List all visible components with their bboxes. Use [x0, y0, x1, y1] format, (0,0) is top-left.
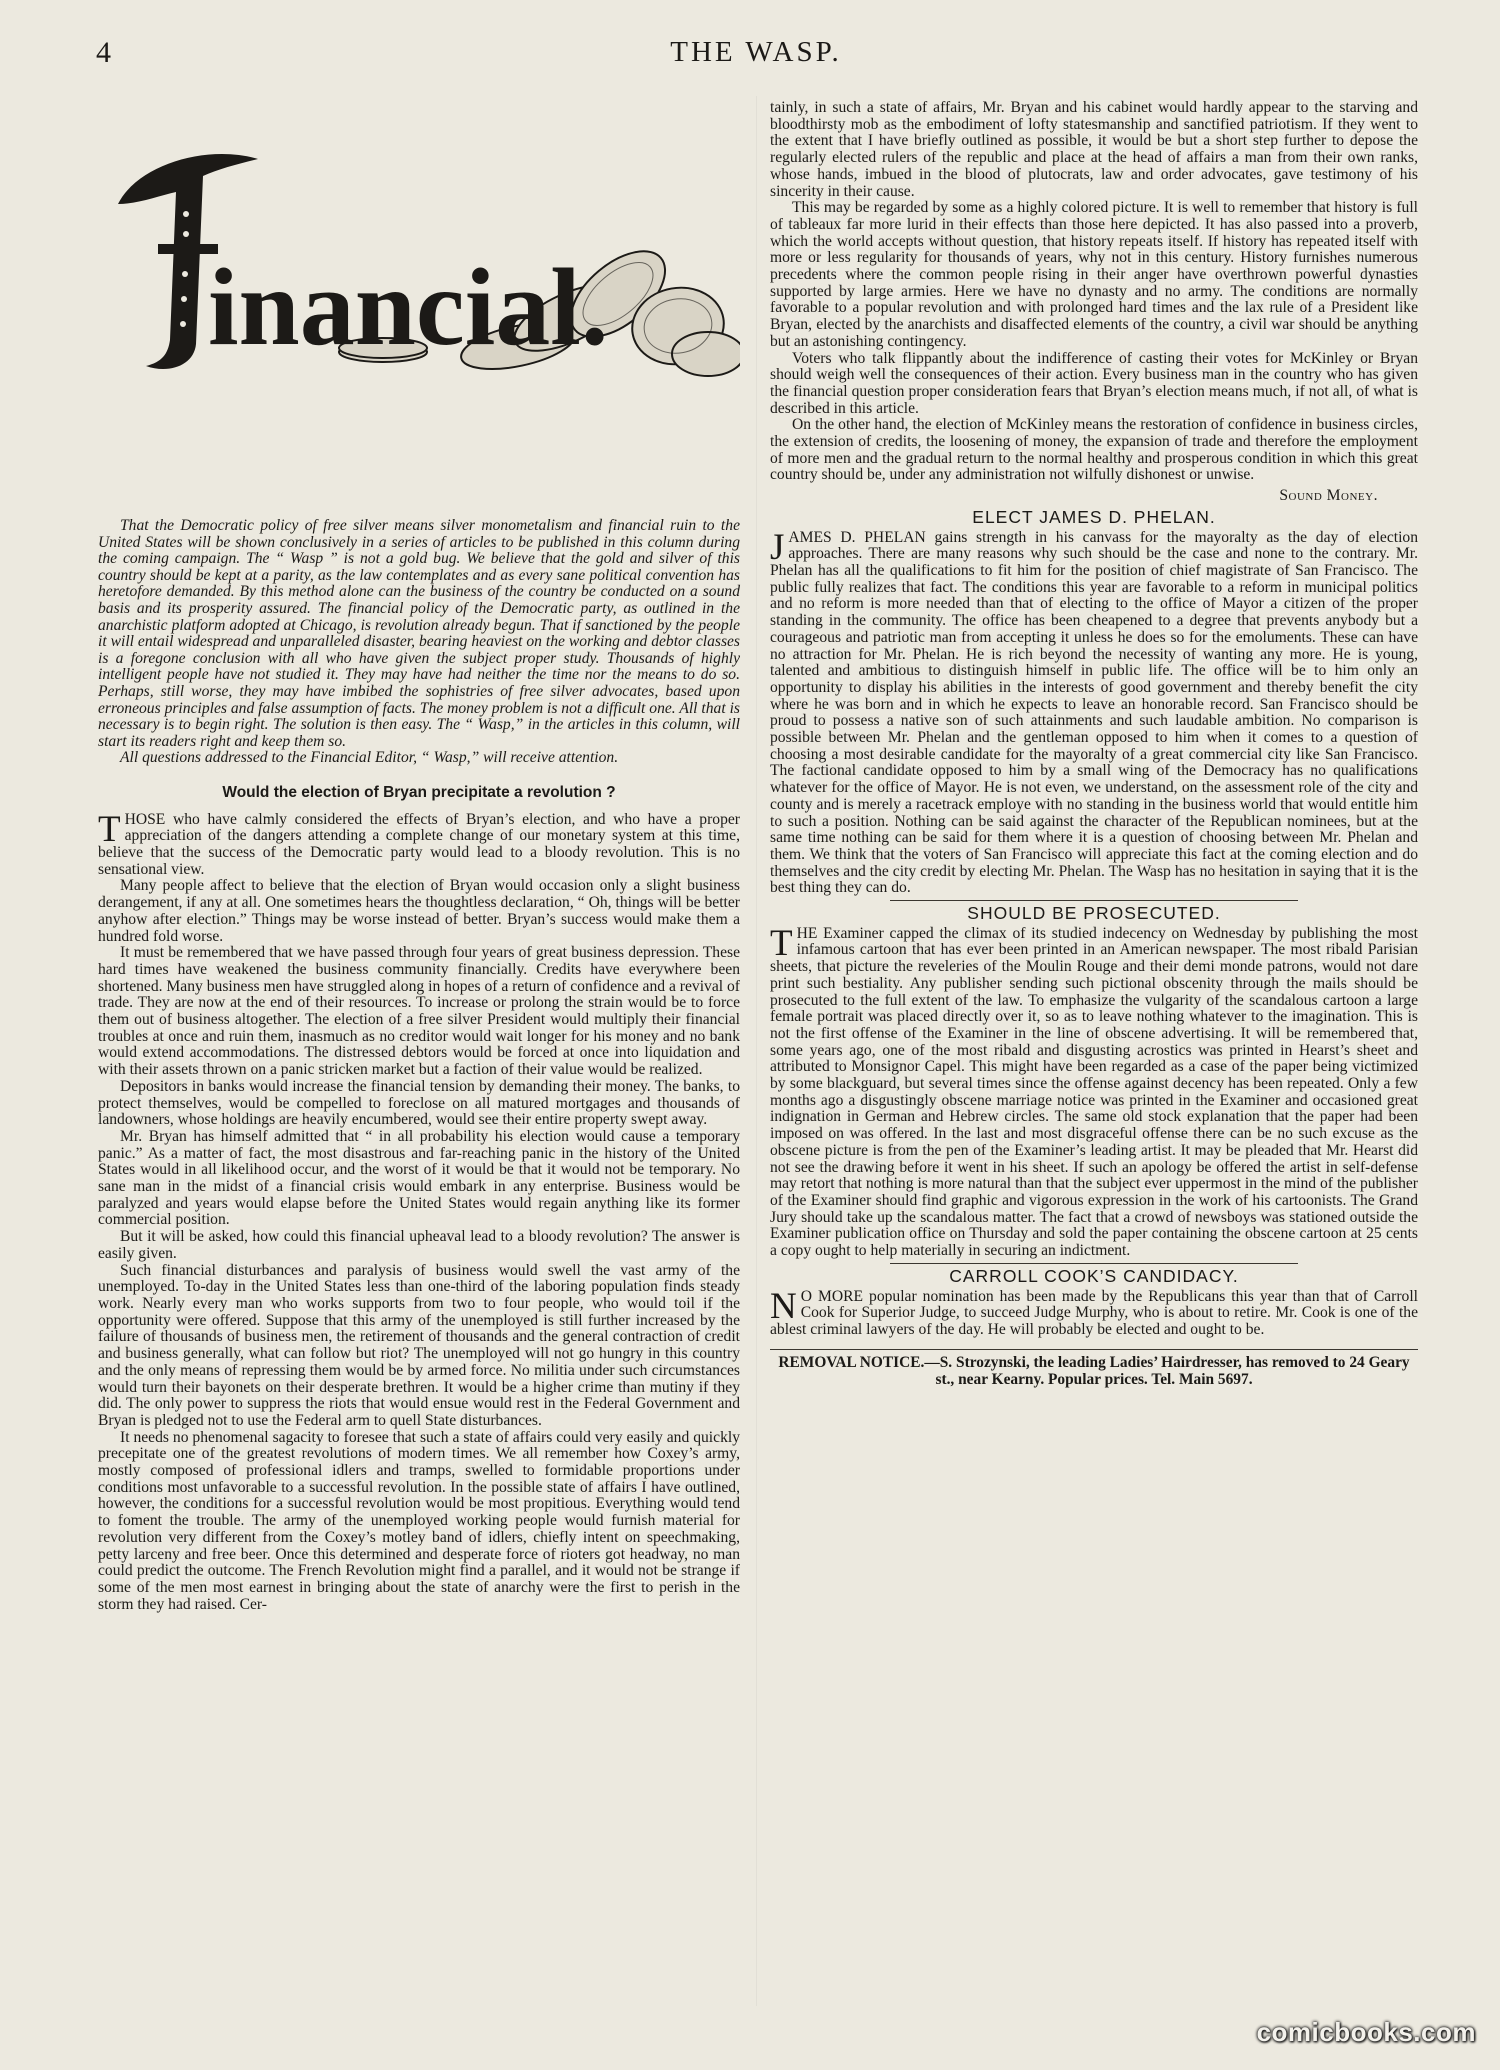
article-paragraph: Depositors in banks would increase the financial tension by demanding their money. The banks, to protect themselves, would be compelled to foreclose on all matured mortgages and thousands of landowners, whose holdings are heavily encumbered, would see their entire property swept away. [98, 1077, 740, 1129]
intro-paragraph: All questions addressed to the Financial Editor, “ Wasp,” will receive attention. [120, 749, 619, 767]
question-heading: Would the election of Bryan precipitate a revolution ? [222, 783, 616, 801]
article-paragraph: It must be remembered that we have passed through four years of great business depression. These hard times have weakened the business community financially. Credits have everywhere been shortened. Many business men have struggled along in hopes of a return of confidence and a revival of trade. They are now at the end of their resources. To increase or prolong the strain would be to force them out of business altogether. The election of a free silver President would multiply their financial troubles at once and ruin them, inasmuch as no creditor would wait longer for his money and no bank would extend accommodations. The distressed debtors would be forced at once into liquidation and with their assets thrown on a panic stricken market but a faction of their value would be realized. [98, 944, 740, 1079]
article-paragraph: But it will be asked, how could this financial upheaval lead to a bloody revolution? The answer is easily given. [98, 1228, 740, 1262]
financial-coins-icon [98, 104, 740, 404]
financial-art-text: inancial. [208, 246, 609, 368]
column-gutter [756, 96, 757, 2006]
article-paragraph: tainly, in such a state of affairs, Mr. Bryan and his cabinet would hardly appear to the starving and bloodthirsty mob as the embodiment of lofty statesmanship and sanctified patriotism. If they went to the extent that I have briefly outlined as possible, it would be but a short step further to depose the regularly elected rulers of the republic and place at the head of affairs a man from their own ranks, whose hands, imbued in the blood of plutocrats, law and order advocates, gave testimony of his sincerity in their cause. [770, 99, 1418, 200]
article-paragraph: Voters who talk flippantly about the indifference of casting their votes for McKinley or Bryan should weigh well the consequences of their action. Every business man in the country who has given the financial question proper consideration fears that Bryan’s election means much, if not all, of what is described in this article. [770, 349, 1418, 417]
drop-cap: T [98, 808, 121, 850]
financial-intro [98, 518, 740, 767]
right-column [770, 100, 1418, 1389]
intro-paragraph: That the Democratic policy of free silver means silver monometalism and financial ruin to the United States will be shown conclusively in a series of articles to be published in this column during the coming campaign. The “ Wasp ” is not a gold bug. We believe that the gold and silver of this country should be kept at a parity, as the law contemplates and as every sane political convention has heretofore demanded. By this method alone can the business of the country be conducted on a sound basis and its prosperity assured. The financial policy of the Democratic party, as outlined in the anarchistic platform adopted at Chicago, is revolution already begun. That if sanctioned by the people it will entail widespread and unparalleled disaster, bearing heaviest on the working and debtor classes is a foregone conclusion with all who have given the subject proper study. Thousands of highly intelligent people have not studied it. They may have had neither the time nor the means to do so. Perhaps, still worse, they may have imbibed the sophistries of free silver advocates, based upon erroneous principles and false assumption of facts. The money problem is not a difficult one. All that is necessary is to begin right. The solution is then easy. The “ Wasp,” in the articles in this column, will start its readers right and keep them so. [98, 517, 740, 750]
article-paragraph: It needs no phenomenal sagacity to foresee that such a state of affairs could very easily and quickly precepitate one of the greatest revolutions of modern times. We all remember how Coxey’s army, mostly composed of professional idlers and tramps, swelled to formidable proportions under conditions most unfavorable to a successful revolution. In the possible state of affairs I have outlined, however, the conditions for a successful revolution would be most propitious. Everything would tend to foment the trouble. The army of the unemployed working people would furnish material for revolution very different from the Coxey’s motley band of idlers, chiefly intent on speechmaking, petty larceny and free beer. Once this determined and desperate force of rioters got headway, no man could predict the outcome. The French Revolution might find a parallel, and it would not be strange if some of the men most earnest in bringing about the state of anarchy were the first to perish in the storm they had raised. Cer- [98, 1428, 740, 1613]
drop-cap: N [770, 1285, 797, 1327]
first-paragraph-text: HOSE who have calmly considered the effects of Bryan’s election, and who have a proper appreciation of the dangers attending a complete change of our monetary system at this time, believe that the success of the Democratic party would lead to a bloody revolution. This is no sensational view. [98, 810, 740, 878]
article-paragraph: This may be regarded by some as a highly colored picture. It is well to remember that history is full of tableaux far more lurid in their effects than those here depicted. It has also passed into a proverb, which the world accepts without question, that history repeats itself. If history has repeated itself with more or less regularity for thousands of years, why not in this century. History furnishes numerous precedents where the common people rising in their anger have overthrown powerful dynasties supported by large armies. Here we have no dynasty and no army. The conditions are normally favorable to a popular revolution and with prolonged hard times and the lax rule of a President like Bryan, elected by the anarchists and disaffected elements of the country, a civil war should be anything but an astonishing contingency. [770, 199, 1418, 350]
cook-paragraph [770, 1285, 1418, 1339]
prosecuted-heading: SHOULD BE PROSECUTED. [967, 903, 1221, 924]
financial-title-art [98, 104, 740, 404]
drop-cap: J [770, 526, 785, 568]
phelan-heading: ELECT JAMES D. PHELAN. [972, 506, 1216, 527]
left-column [98, 104, 740, 1613]
masthead-title: THE WASP. [670, 36, 842, 68]
article-paragraph: Such financial disturbances and paralysis of business would swell the vast army of the unemployed. To-day in the United States less than one-third of the laboring population finds steady work. Nearly every man who works supports from two to four people, who would toil if the opportunity were offered. Suppose that this army of the unemployed is still further increased by the failure of thousands of business men, the retirement of thousands and the general contraction of credit and business generally, what can follow but riot? The unemployed will not go hungry in this country and the only means of repressing them would be by armed force. No militia under such circumstances would turn their bayonets on their desperate brethren. It would be a higher crime than mutiny if they did. The only power to suppress the riots that would ensue would rest in the Federal Government and Bryan is pledged not to use the Federal arm to quell State disturbances. [98, 1261, 740, 1429]
phelan-paragraph [770, 526, 1418, 897]
article-paragraph: On the other hand, the election of McKinley means the restoration of confidence in business circles, the extension of credits, the loosening of money, the expansion of trade and therefore the employment of more men and the gradual return to the normal healthy and prosperous condition in which this great country should be, under any administration not wilfully dishonest or unwise. [770, 416, 1418, 484]
page-number: 4 [96, 36, 111, 69]
prosecuted-paragraph [770, 922, 1418, 1260]
drop-cap: T [770, 922, 793, 964]
section-rule [890, 900, 1298, 901]
page-header [96, 36, 1416, 76]
section-rule [890, 1263, 1298, 1264]
watermark-logo: comicbooks.com [1256, 2017, 1476, 2047]
cook-text: O MORE popular nomination has been made by the Republicans this year than that of Carroll Cook for Superior Judge, to succeed Judge Murphy, who is about to retire. Mr. Cook is one of the ablest criminal lawyers of the day. He will probably be elected and ought to be. [770, 1287, 1418, 1338]
first-paragraph [98, 808, 740, 879]
article-paragraph: Mr. Bryan has himself admitted that “ in all probability his election would cause a temporary panic.” As a matter of fact, the most disastrous and far-reaching panic in the history of the United States would in all likelihood occur, and the worst of it would be that it would not be temporary. No sane man in the midst of a financial crisis would embark in any enterprise. Business would be paralyzed and years would elapse before the United States would regain anything like its former commercial position. [98, 1127, 740, 1229]
cook-heading: CARROLL COOK’S CANDIDACY. [949, 1265, 1239, 1286]
article-signature: Sound Money. [1279, 487, 1378, 505]
phelan-text: AMES D. PHELAN gains strength in his canvass for the mayoralty as the day of election approaches. There are many reasons why such should be the case and none to the contrary. Mr. Phelan has all the qualifications to fit him for the position of chief magistrate of San Francisco. The public fully realizes that fact. The conditions this year are favorable to a reform in municipal politics and no reform is more needed than that of electing to the office of Mayor a citizen of the proper standing in the community. The office has been cheapened to a degree that prevents anybody but a courageous and patriotic man from accepting it unless he does so for the emoluments. These can have no attraction for Mr. Phelan. He is rich beyond the necessity of wanting any more. He is young, talented and ambitious to distinguish himself in public life. The office will be to him only an opportunity to display his abilities in the interests of good government and thereby benefit the city where he was born and in which he expects to leave an honorable record. San Francisco should be proud to possess a native son of such attainments and such laudable ambition. No comparison is possible between Mr. Phelan and the gentleman opposed to him when it comes to a question of choosing a most desirable candidate for the mayoralty of a great commercial city like San Francisco. The factional candidate opposed to him by a small wing of the Democracy has no qualifications whatever for the office of Mayor. He is not even, we understand, on the assessment role of the city and county and is merely a racetrack employe with no standing in the business world that would entitle him to such a position. Nothing can be said against the character of the Republican nominees, but at the same time nothing can be said for them where it is a question of choosing between Mr. Phelan and them. We think that the voters of San Francisco will appreciate this fact at the coming election and do themselves and the city credit by electing Mr. Phelan. The Wasp has no hesitation in saying that it is the best thing they can do. [770, 528, 1418, 897]
article-paragraph: Many people affect to believe that the election of Bryan would occasion only a slight business derangement, if any at all. One sometimes hears the thoughtless declaration, “ Oh, things will be better anyhow after election.” Things may be worse instead of better. Bryan’s success would make them a hundred fold worse. [98, 877, 740, 945]
removal-notice: REMOVAL NOTICE.—S. Strozynski, the leading Ladies’ Hairdresser, has removed to 24 Geary st., near Kearny. Popular prices. Tel. Main 5697. [770, 1349, 1418, 1389]
prosecuted-text: HE Examiner capped the climax of its studied indecency on Wednesday by publishing the most infamous cartoon that has ever been printed in an American newspaper. The most ribald Parisian sheets, that picture the reveleries of the Moulin Rouge and their demi monde patrons, would not dare print such bestiality. Any publisher sending such pictional obscenity through the mails should be prosecuted to the full extent of the law. To emphasize the vulgarity of the scandalous cartoon a large female portrait was placed directly over it, so as to leave nothing whatever to the imagination. This is not the first offense of the Examiner in the line of obscene advertising. It will be remembered that, some years ago, one of the most ribald and disgusting acrostics was printed in Hearst’s sheet and attributed to Monsignor Capel. This might have been regarded as a case of the paper being victimized by some blackguard, but several times since the offense against decency has been repeated. Only a few months ago a disgustingly obscene marriage notice was printed in the Examiner and occasioned great indignation in German and Hebrew circles. The same old stock explanation that the paper had been imposed on was offered. In the last and most disgraceful offense there can be no such excuse as the obscene picture is from the pen of the Examiner’s leading artist. It may be pleaded that Mr. Hearst did not see the drawing before it went in his sheet. If such an apology be offered the artist in self-defense may retort that nothing is more natural than that the subject ever uppermost in the mind of the publisher of the Examiner should find graphic and vigorous expression in the work of his cartoonists. The Grand Jury should take up the scandalous matter. The fact that a crowd of newsboys was stationed outside the Examiner publication office on Thursday and sold the paper containing the obscene cartoon at 25 cents a copy ought to help materially in securing an indictment. [770, 924, 1418, 1260]
